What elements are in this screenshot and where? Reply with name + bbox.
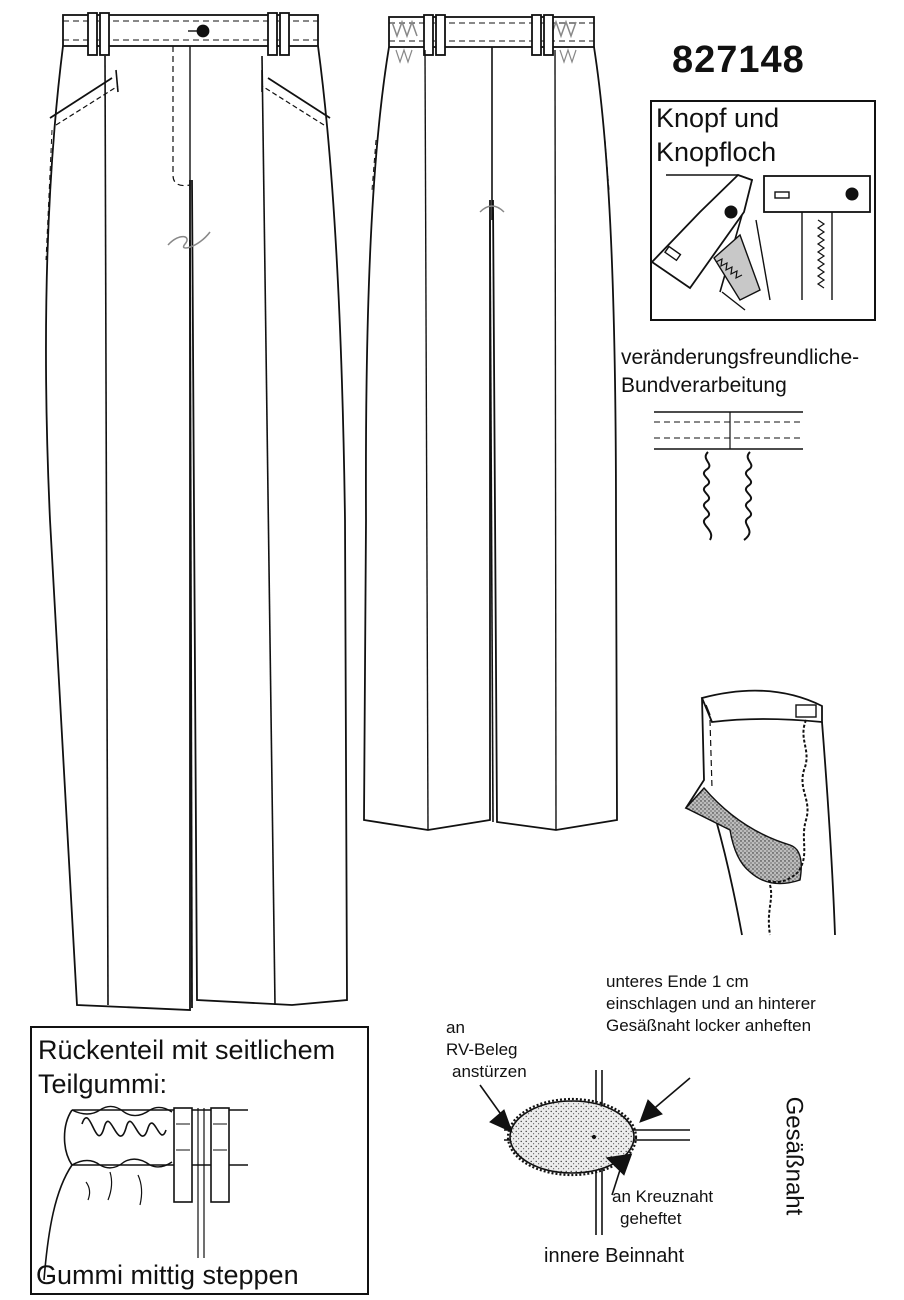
front-belt-loop-right-2 <box>280 13 289 55</box>
belt-loop-2 <box>211 1108 229 1202</box>
waistband-detail <box>654 412 803 540</box>
seam-bottom-note-line1: an Kreuznaht <box>612 1187 714 1206</box>
front-left-leg <box>46 46 190 1010</box>
back-panel-title-line2: Teilgummi: <box>38 1069 168 1099</box>
waistband-detail-title <box>621 344 859 400</box>
belt-loop-1 <box>174 1108 192 1202</box>
seam-top-note <box>606 971 816 1037</box>
button-detail-title-line2: Knopfloch <box>656 137 777 167</box>
seam-left-note-line1: an <box>446 1018 465 1037</box>
waistband-detail-title-line1: veränderungsfreundliche- <box>621 346 860 369</box>
front-right-leg <box>192 46 347 1005</box>
button-right <box>846 188 858 200</box>
back-view-trousers <box>364 15 617 830</box>
seam-left-note-line3: anstürzen <box>452 1062 527 1081</box>
front-waist-button <box>198 26 209 37</box>
button-detail-title-line1: Knopf und <box>656 103 780 133</box>
seam-left-note <box>446 1017 527 1083</box>
front-belt-loop-left-2 <box>100 13 109 55</box>
back-panel-caption: Gummi mittig steppen <box>36 1260 299 1290</box>
button-detail-title <box>656 101 779 169</box>
pattern-number: 827148 <box>672 39 805 81</box>
seam-left-note-line2: RV-Beleg <box>446 1040 518 1059</box>
front-belt-loop-right <box>268 13 277 55</box>
front-belt-loop-left <box>88 13 97 55</box>
back-panel-title <box>38 1033 335 1101</box>
waistband-detail-title-line2: Bundverarbeitung <box>621 374 787 397</box>
button-left <box>725 206 737 218</box>
seam-bottom-note <box>612 1186 713 1230</box>
seam-bottom-note-line2: geheftet <box>620 1209 682 1228</box>
inner-leg-seam-label: innere Beinnaht <box>544 1245 685 1267</box>
seam-top-note-line3: Gesäßnaht locker anheften <box>606 1016 812 1035</box>
crotch-detail <box>686 691 835 935</box>
front-view-trousers <box>46 13 347 1010</box>
seam-top-note-line2: einschlagen und an hinterer <box>606 994 816 1013</box>
back-waistband <box>389 17 594 47</box>
back-panel-title-line1: Rückenteil mit seitlichem <box>38 1035 336 1065</box>
seam-top-note-line1: unteres Ende 1 cm <box>606 972 749 991</box>
seat-seam-label: Gesäßnaht <box>780 1096 808 1216</box>
